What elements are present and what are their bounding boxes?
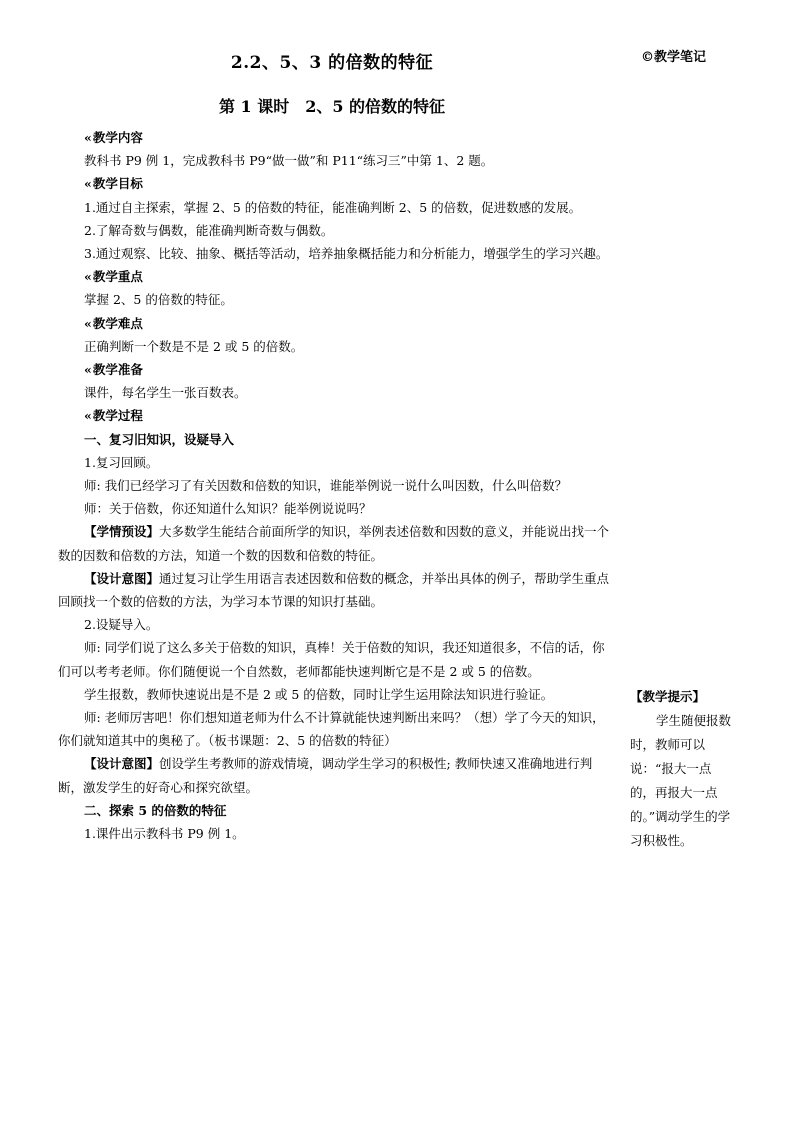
goal-item: 1.通过自主探索，掌握 2、5 的倍数的特征，能准确判断 2、5 的倍数，促进数感的发展。 bbox=[84, 199, 582, 215]
goal-item: 3.通过观察、比较、抽象、概括等活动，培养抽象概括能力和分析能力，增强学生的学习兴趣。 bbox=[84, 246, 609, 262]
part-heading: 一、复习旧知识，设疑导入 bbox=[84, 431, 235, 447]
lesson-title: 第 1 课时 2、5 的倍数的特征 bbox=[218, 97, 446, 116]
annotation-label: 【设计意图】 bbox=[84, 756, 160, 772]
section-heading-goals: «教学目标 bbox=[84, 176, 143, 192]
tip-body: 学生随便报数时，教师可以说：“报大一点的，再报大一点的。”调动学生的学习积极性。 bbox=[630, 712, 732, 848]
step-text: 1.复习回顾。 bbox=[84, 454, 159, 470]
teaching-tip bbox=[630, 672, 736, 853]
section-heading-key: «教学重点 bbox=[84, 269, 143, 285]
part-heading: 二、探索 5 的倍数的特征 bbox=[84, 802, 227, 818]
notes-column-title: ©教学笔记 bbox=[641, 50, 707, 65]
dialogue-line: 师：关于倍数，你还知道什么知识？能举例说说吗？ bbox=[84, 501, 372, 517]
section-mark-icon: « bbox=[84, 315, 92, 331]
annotation-paragraph: 【学情预设】大多数学生能结合前面所学的知识，举例表述倍数和因数的意义，并能说出找一个数的因数和倍数的方法，知道一个数的因数和倍数的特征。 bbox=[58, 524, 610, 563]
section-heading-content: «教学内容 bbox=[84, 130, 143, 145]
key-text: 掌握 2、5 的倍数的特征。 bbox=[84, 292, 233, 308]
annotation-label: 【学情预设】 bbox=[84, 524, 160, 540]
prep-text: 课件，每名学生一张百数表。 bbox=[84, 385, 247, 401]
tip-label: 【教学提示】 bbox=[630, 688, 706, 704]
lesson-body bbox=[58, 126, 614, 845]
section-mark-icon: « bbox=[84, 362, 92, 378]
section-heading-process: «教学过程 bbox=[84, 408, 143, 424]
dialogue-line: 师: 老师厉害吧！你们想知道老师为什么不计算就能快速判断出来吗？（想）学了今天的知识，你们就知道其中的奥秘了。（板书课题：2、5 的倍数的特征） bbox=[58, 710, 605, 749]
section-heading-difficulty: «教学难点 bbox=[84, 315, 143, 331]
goal-item: 2.了解奇数与偶数，能准确判断奇数与偶数。 bbox=[84, 222, 334, 238]
content-text: 教科书 P9 例 1，完成教科书 P9“做一做”和 P11“练习三”中第 1、2 题。 bbox=[84, 153, 494, 169]
dialogue-line: 学生报数，教师快速说出是不是 2 或 5 的倍数，同时让学生运用除法知识进行验证。 bbox=[84, 686, 554, 702]
section-mark-icon: « bbox=[84, 408, 92, 424]
annotation-label: 【设计意图】 bbox=[84, 570, 160, 586]
page-title: 2.2、5、3 的倍数的特征 bbox=[230, 53, 434, 73]
step-text: 1.课件出示教科书 P9 例 1。 bbox=[84, 826, 245, 842]
section-mark-icon: « bbox=[84, 176, 92, 192]
section-mark-icon: « bbox=[84, 269, 92, 285]
section-mark-icon: « bbox=[84, 130, 92, 145]
step-text: 2.设疑导入。 bbox=[84, 617, 159, 633]
annotation-paragraph: 【设计意图】创设学生考教师的游戏情境，调动学生学习的积极性; 教师快速又准确地进行判断，激发学生的好奇心和探究欲望。 bbox=[58, 756, 593, 795]
dialogue-line: 师: 同学们说了这么多关于倍数的知识，真棒！关于倍数的知识，我还知道很多，不信的话，你们可以考考老师。你们随便说一个自然数，老师都能快速判断它是不是 2 或 5 的倍数。 bbox=[58, 640, 605, 679]
annotation-paragraph: 【设计意图】通过复习让学生用语言表述因数和倍数的概念，并举出具体的例子，帮助学生重点回顾找一个数的倍数的方法，为学习本节课的知识打基础。 bbox=[58, 570, 610, 610]
difficulty-text: 正确判断一个数是不是 2 或 5 的倍数。 bbox=[84, 338, 304, 354]
dialogue-line: 师: 我们已经学习了有关因数和倍数的知识，谁能举例说一说什么叫因数，什么叫倍数？ bbox=[84, 478, 568, 494]
section-heading-prep: «教学准备 bbox=[84, 362, 143, 378]
